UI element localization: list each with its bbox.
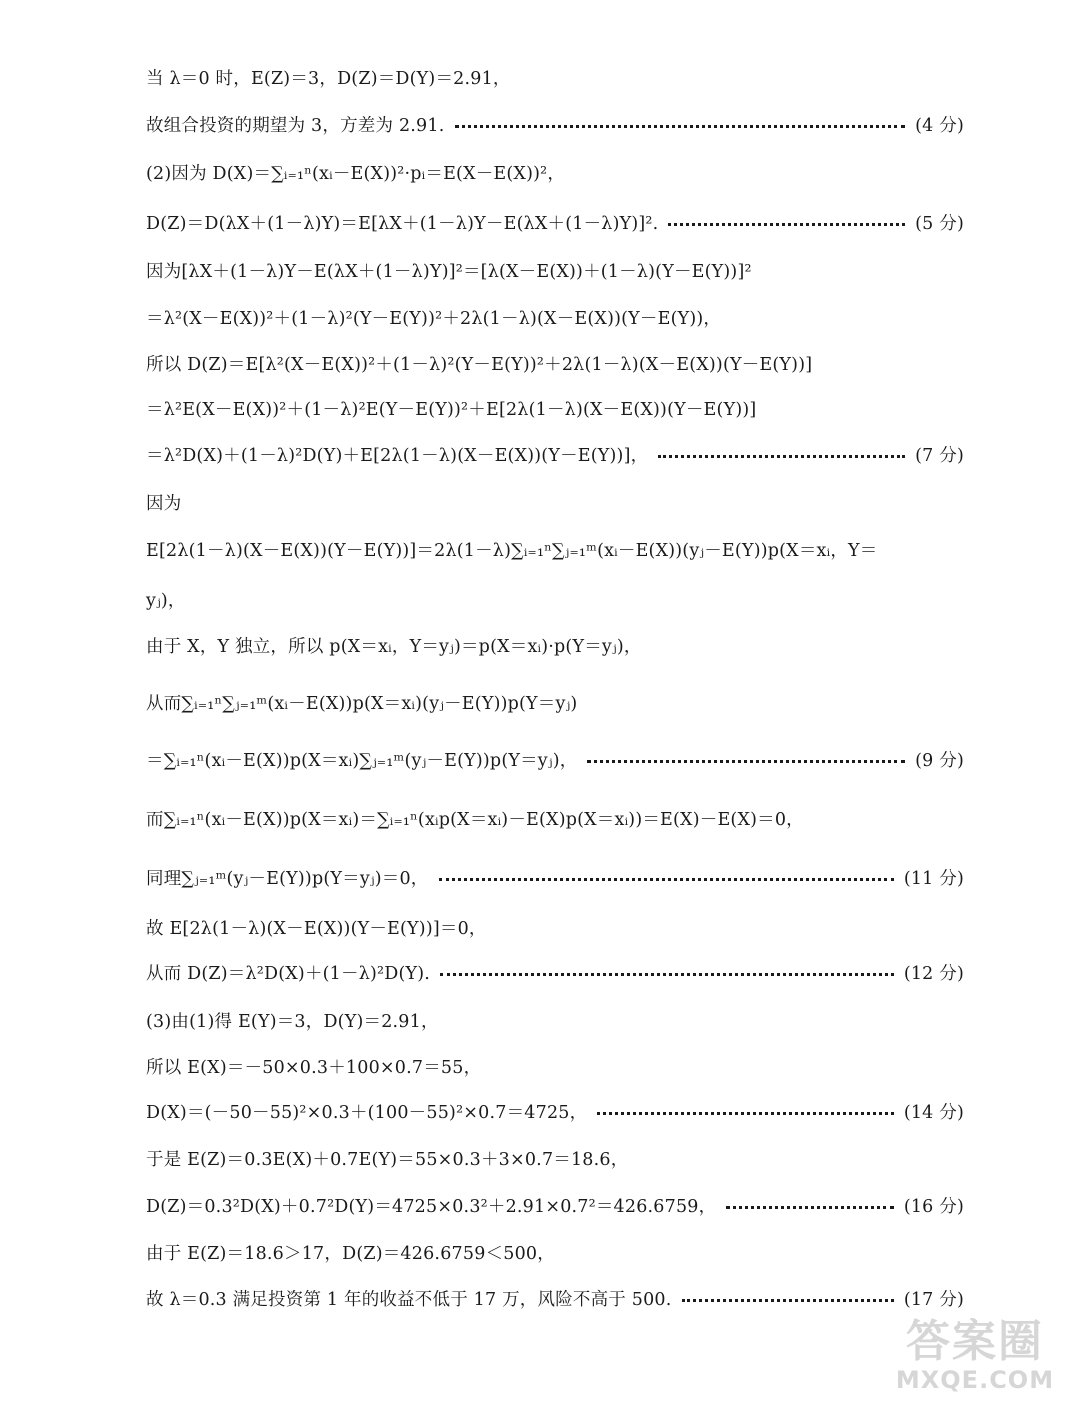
line-text: 故 λ＝0.3 满足投资第 1 年的收益不低于 17 万，风险不高于 500. — [146, 1289, 672, 1310]
line-text: 从而 D(Z)＝λ²D(X)＋(1－λ)²D(Y). — [146, 963, 431, 984]
solution-line — [146, 485, 964, 519]
line-text: E[2λ(1－λ)(X－E(X))(Y－E(Y))]＝2λ(1－λ)∑ᵢ₌₁ⁿ∑ⱼ₌₁ᵐ(xᵢ－E(X))(yⱼ－E(Y))p(X＝xᵢ，Y＝ — [146, 540, 878, 561]
solution-line — [146, 955, 964, 989]
score-label: (16 分) — [903, 1196, 964, 1217]
score-label: (5 分) — [915, 213, 964, 234]
line-text: yⱼ)， — [146, 590, 186, 611]
line-text: 当 λ＝0 时，E(Z)＝3，D(Z)＝D(Y)＝2.91， — [146, 68, 511, 89]
solution-line — [146, 205, 964, 239]
line-text: 所以 D(Z)＝E[λ²(X－E(X))²＋(1－λ)²(Y－E(Y))²＋2λ(1－λ)(X－E(X))(Y－E(Y))] — [146, 354, 813, 375]
solution-line — [146, 628, 964, 662]
score-label: (14 分) — [903, 1102, 964, 1123]
solution-line — [146, 532, 964, 566]
line-text: ＝λ²D(X)＋(1－λ)²D(Y)＋E[2λ(1－λ)(X－E(X))(Y－E(Y))]， — [146, 445, 649, 466]
solution-line — [146, 1235, 964, 1269]
line-text: D(Z)＝0.3²D(X)＋0.7²D(Y)＝4725×0.3²＋2.91×0.7²＝426.6759， — [146, 1196, 717, 1217]
line-text: (2)因为 D(X)＝∑ᵢ₌₁ⁿ(xᵢ－E(X))²·pᵢ＝E(X－E(X))²， — [146, 163, 566, 184]
line-text: 故组合投资的期望为 3，方差为 2.91. — [146, 115, 445, 136]
line-text: 故 E[2λ(1－λ)(X－E(X))(Y－E(Y))]＝0， — [146, 918, 487, 939]
solution-line — [146, 253, 964, 287]
dot-leader — [726, 1206, 893, 1209]
solution-line — [146, 910, 964, 944]
solution-line — [146, 801, 964, 835]
solution-line — [146, 685, 964, 719]
dot-leader — [587, 760, 905, 763]
line-text: 由于 E(Z)＝18.6＞17，D(Z)＝426.6759＜500， — [146, 1243, 555, 1264]
line-text: (3)由(1)得 E(Y)＝3，D(Y)＝2.91， — [146, 1011, 439, 1032]
solution-line — [146, 60, 964, 94]
score-label: (9 分) — [915, 750, 964, 771]
solution-line — [146, 1003, 964, 1037]
solution-line — [146, 860, 964, 894]
solution-line — [146, 437, 964, 471]
solution-line — [146, 391, 964, 425]
dot-leader — [658, 455, 905, 458]
line-text: ＝λ²E(X－E(X))²＋(1－λ)²E(Y－E(Y))²＋E[2λ(1－λ)(X－E(X))(Y－E(Y))] — [146, 399, 757, 420]
line-text: D(X)＝(－50－55)²×0.3＋(100－55)²×0.7＝4725， — [146, 1102, 588, 1123]
solution-line — [146, 1188, 964, 1222]
line-text: 由于 X，Y 独立，所以 p(X＝xᵢ，Y＝yⱼ)＝p(X＝xᵢ)·p(Y＝yⱼ)， — [146, 636, 642, 657]
dot-leader — [439, 878, 894, 881]
line-text: D(Z)＝D(λX＋(1－λ)Y)＝E[λX＋(1－λ)Y－E(λX＋(1－λ)Y)]². — [146, 213, 659, 234]
dot-leader — [455, 125, 906, 128]
line-text: 从而∑ᵢ₌₁ⁿ∑ⱼ₌₁ᵐ(xᵢ－E(X))p(X＝xᵢ)(yⱼ－E(Y))p(Y＝yⱼ) — [146, 693, 578, 714]
score-label: (7 分) — [915, 445, 964, 466]
line-text: 于是 E(Z)＝0.3E(X)＋0.7E(Y)＝55×0.3＋3×0.7＝18.6， — [146, 1149, 629, 1170]
dot-leader — [668, 223, 905, 226]
solution-line — [146, 346, 964, 380]
dot-leader — [440, 973, 894, 976]
line-text: 同理∑ⱼ₌₁ᵐ(yⱼ－E(Y))p(Y＝yⱼ)＝0， — [146, 868, 429, 889]
watermark-logo: 答案圈 — [906, 1316, 1044, 1367]
solution-line — [146, 107, 964, 141]
dot-leader — [682, 1299, 894, 1302]
score-label: (11 分) — [903, 868, 964, 889]
score-label: (4 分) — [915, 115, 964, 136]
line-text: ＝λ²(X－E(X))²＋(1－λ)²(Y－E(Y))²＋2λ(1－λ)(X－E(X))(Y－E(Y))， — [146, 308, 722, 329]
solution-line — [146, 1049, 964, 1083]
solution-line — [146, 1094, 964, 1128]
dot-leader — [597, 1112, 893, 1115]
solution-line — [146, 155, 964, 189]
solution-line — [146, 582, 964, 616]
solution-line — [146, 1281, 964, 1315]
line-text: 因为 — [146, 493, 182, 514]
line-text: 而∑ᵢ₌₁ⁿ(xᵢ－E(X))p(X＝xᵢ)＝∑ᵢ₌₁ⁿ(xᵢp(X＝xᵢ)－E(X)p(X＝xᵢ))＝E(X)－E(X)＝0， — [146, 809, 804, 830]
score-label: (12 分) — [903, 963, 964, 984]
watermark — [890, 1318, 1060, 1404]
watermark-url: MXQE.COM — [895, 1366, 1055, 1394]
solution-line — [146, 1141, 964, 1175]
score-label: (17 分) — [903, 1289, 964, 1310]
solution-line — [146, 742, 964, 776]
solution-line — [146, 300, 964, 334]
line-text: ＝∑ᵢ₌₁ⁿ(xᵢ－E(X))p(X＝xᵢ)∑ⱼ₌₁ᵐ(yⱼ－E(Y))p(Y＝yⱼ)， — [146, 750, 578, 771]
line-text: 所以 E(X)＝－50×0.3＋100×0.7＝55， — [146, 1057, 482, 1078]
line-text: 因为[λX＋(1－λ)Y－E(λX＋(1－λ)Y)]²＝[λ(X－E(X))＋(1－λ)(Y－E(Y))]² — [146, 261, 752, 282]
